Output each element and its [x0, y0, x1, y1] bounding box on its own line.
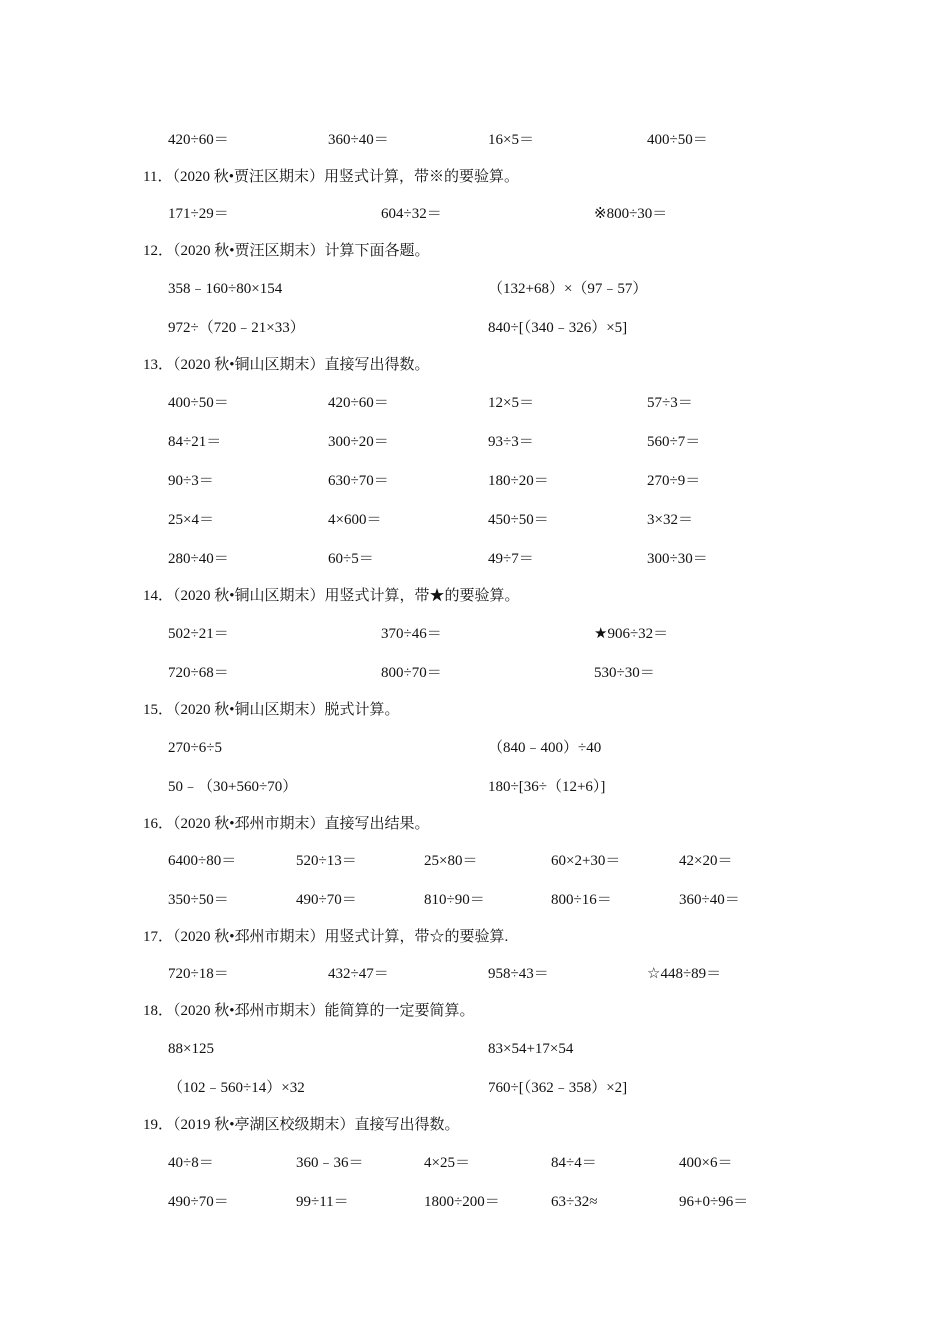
q19-item: 40÷8＝: [168, 1155, 214, 1171]
q16-item: 42×20＝: [679, 853, 733, 869]
question-number: 12．: [143, 243, 174, 259]
q14-item: 370÷46＝: [381, 626, 442, 642]
q13-item: 300÷30＝: [647, 551, 708, 567]
question-13-heading: [143, 355, 430, 375]
question-number: 13．: [143, 357, 174, 373]
question-number: 11．: [143, 169, 173, 185]
q16-item: 490÷70＝: [296, 892, 357, 908]
q15-item: 180÷[36÷（12+6）]: [488, 779, 606, 795]
question-text: （2020 秋•铜山区期末）用竖式计算，带★的要验算。: [173, 588, 520, 604]
q13-item: 93÷3＝: [488, 434, 534, 450]
q15-item: （840﹣400）÷40: [488, 740, 602, 756]
q11-item: 171÷29＝: [168, 206, 229, 222]
q15-item: 50﹣（30+560÷70）: [168, 779, 298, 795]
q18-item: 83×54+17×54: [488, 1041, 574, 1057]
question-text: （2020 秋•铜山区期末）脱式计算。: [173, 702, 400, 718]
question-text: （2020 秋•邳州市期末）用竖式计算，带☆的要验算.: [173, 929, 509, 945]
question-text: （2019 秋•亭湖区校级期末）直接写出得数。: [173, 1117, 460, 1133]
q13-item: 4×600＝: [328, 512, 382, 528]
q19-item: 4×25＝: [424, 1155, 470, 1171]
q13-item: 450÷50＝: [488, 512, 549, 528]
q18-item: （102﹣560÷14）×32: [168, 1080, 305, 1096]
q13-item: 420÷60＝: [328, 395, 389, 411]
q13-item: 12×5＝: [488, 395, 534, 411]
q11-item: ※800÷30＝: [594, 206, 668, 222]
q13-item: 400÷50＝: [168, 395, 229, 411]
q12-item: （132+68）×（97﹣57）: [488, 281, 648, 297]
q14-item: 502÷21＝: [168, 626, 229, 642]
question-text: （2020 秋•贾汪区期末）计算下面各题。: [173, 243, 430, 259]
question-15-heading: [143, 700, 400, 720]
q14-item: 530÷30＝: [594, 665, 655, 681]
q17-item: ☆448÷89＝: [647, 966, 722, 982]
question-text: （2020 秋•贾汪区期末）用竖式计算，带※的要验算。: [172, 169, 519, 185]
q10-item: 360÷40＝: [328, 132, 389, 148]
q19-item: 84÷4＝: [551, 1155, 597, 1171]
q16-item: 6400÷80＝: [168, 853, 237, 869]
q19-item: 360﹣36＝: [296, 1155, 364, 1171]
q19-item: 96+0÷96＝: [679, 1194, 749, 1210]
q10-item: 400÷50＝: [647, 132, 708, 148]
question-text: （2020 秋•铜山区期末）直接写出得数。: [173, 357, 430, 373]
q12-item: 358﹣160÷80×154: [168, 281, 283, 297]
question-19-heading: [143, 1115, 460, 1135]
q16-item: 350÷50＝: [168, 892, 229, 908]
q11-item: 604÷32＝: [381, 206, 442, 222]
q12-item: 972÷（720﹣21×33）: [168, 320, 305, 336]
q13-item: 84÷21＝: [168, 434, 222, 450]
question-number: 18．: [143, 1003, 174, 1019]
question-number: 16．: [143, 816, 174, 832]
q13-item: 270÷9＝: [647, 473, 701, 489]
q13-item: 60÷5＝: [328, 551, 374, 567]
q16-item: 800÷16＝: [551, 892, 612, 908]
q16-item: 60×2+30＝: [551, 853, 621, 869]
question-number: 14．: [143, 588, 174, 604]
q16-item: 25×80＝: [424, 853, 478, 869]
q13-item: 630÷70＝: [328, 473, 389, 489]
q13-item: 560÷7＝: [647, 434, 701, 450]
q19-item: 490÷70＝: [168, 1194, 229, 1210]
q14-item: 800÷70＝: [381, 665, 442, 681]
question-number: 15．: [143, 702, 174, 718]
q16-item: 360÷40＝: [679, 892, 740, 908]
question-text: （2020 秋•邳州市期末）直接写出结果。: [173, 816, 430, 832]
q14-item: ★906÷32＝: [594, 626, 669, 642]
q19-item: 1800÷200＝: [424, 1194, 500, 1210]
q13-item: 280÷40＝: [168, 551, 229, 567]
question-number: 19．: [143, 1117, 174, 1133]
question-16-heading: [143, 814, 430, 834]
q19-item: 99÷11＝: [296, 1194, 349, 1210]
q13-item: 49÷7＝: [488, 551, 534, 567]
q17-item: 720÷18＝: [168, 966, 229, 982]
question-14-heading: [143, 586, 520, 606]
q13-item: 3×32＝: [647, 512, 693, 528]
q19-item: 400×6＝: [679, 1155, 733, 1171]
question-12-heading: [143, 241, 430, 261]
q13-item: 57÷3＝: [647, 395, 693, 411]
q19-item: 63÷32≈: [551, 1194, 598, 1210]
q13-item: 300÷20＝: [328, 434, 389, 450]
q17-item: 958÷43＝: [488, 966, 549, 982]
q16-item: 810÷90＝: [424, 892, 485, 908]
q15-item: 270÷6÷5: [168, 740, 222, 756]
q10-item: 420÷60＝: [168, 132, 229, 148]
q13-item: 25×4＝: [168, 512, 214, 528]
q18-item: 760÷[（362﹣358）×2]: [488, 1080, 628, 1096]
q18-item: 88×125: [168, 1041, 214, 1057]
q13-item: 180÷20＝: [488, 473, 549, 489]
question-17-heading: [143, 927, 508, 947]
question-18-heading: [143, 1001, 475, 1021]
q17-item: 432÷47＝: [328, 966, 389, 982]
question-11-heading: [143, 167, 519, 187]
question-number: 17．: [143, 929, 174, 945]
q14-item: 720÷68＝: [168, 665, 229, 681]
q13-item: 90÷3＝: [168, 473, 214, 489]
question-text: （2020 秋•邳州市期末）能简算的一定要简算。: [173, 1003, 475, 1019]
q12-item: 840÷[（340﹣326）×5]: [488, 320, 628, 336]
q16-item: 520÷13＝: [296, 853, 357, 869]
q10-item: 16×5＝: [488, 132, 534, 148]
